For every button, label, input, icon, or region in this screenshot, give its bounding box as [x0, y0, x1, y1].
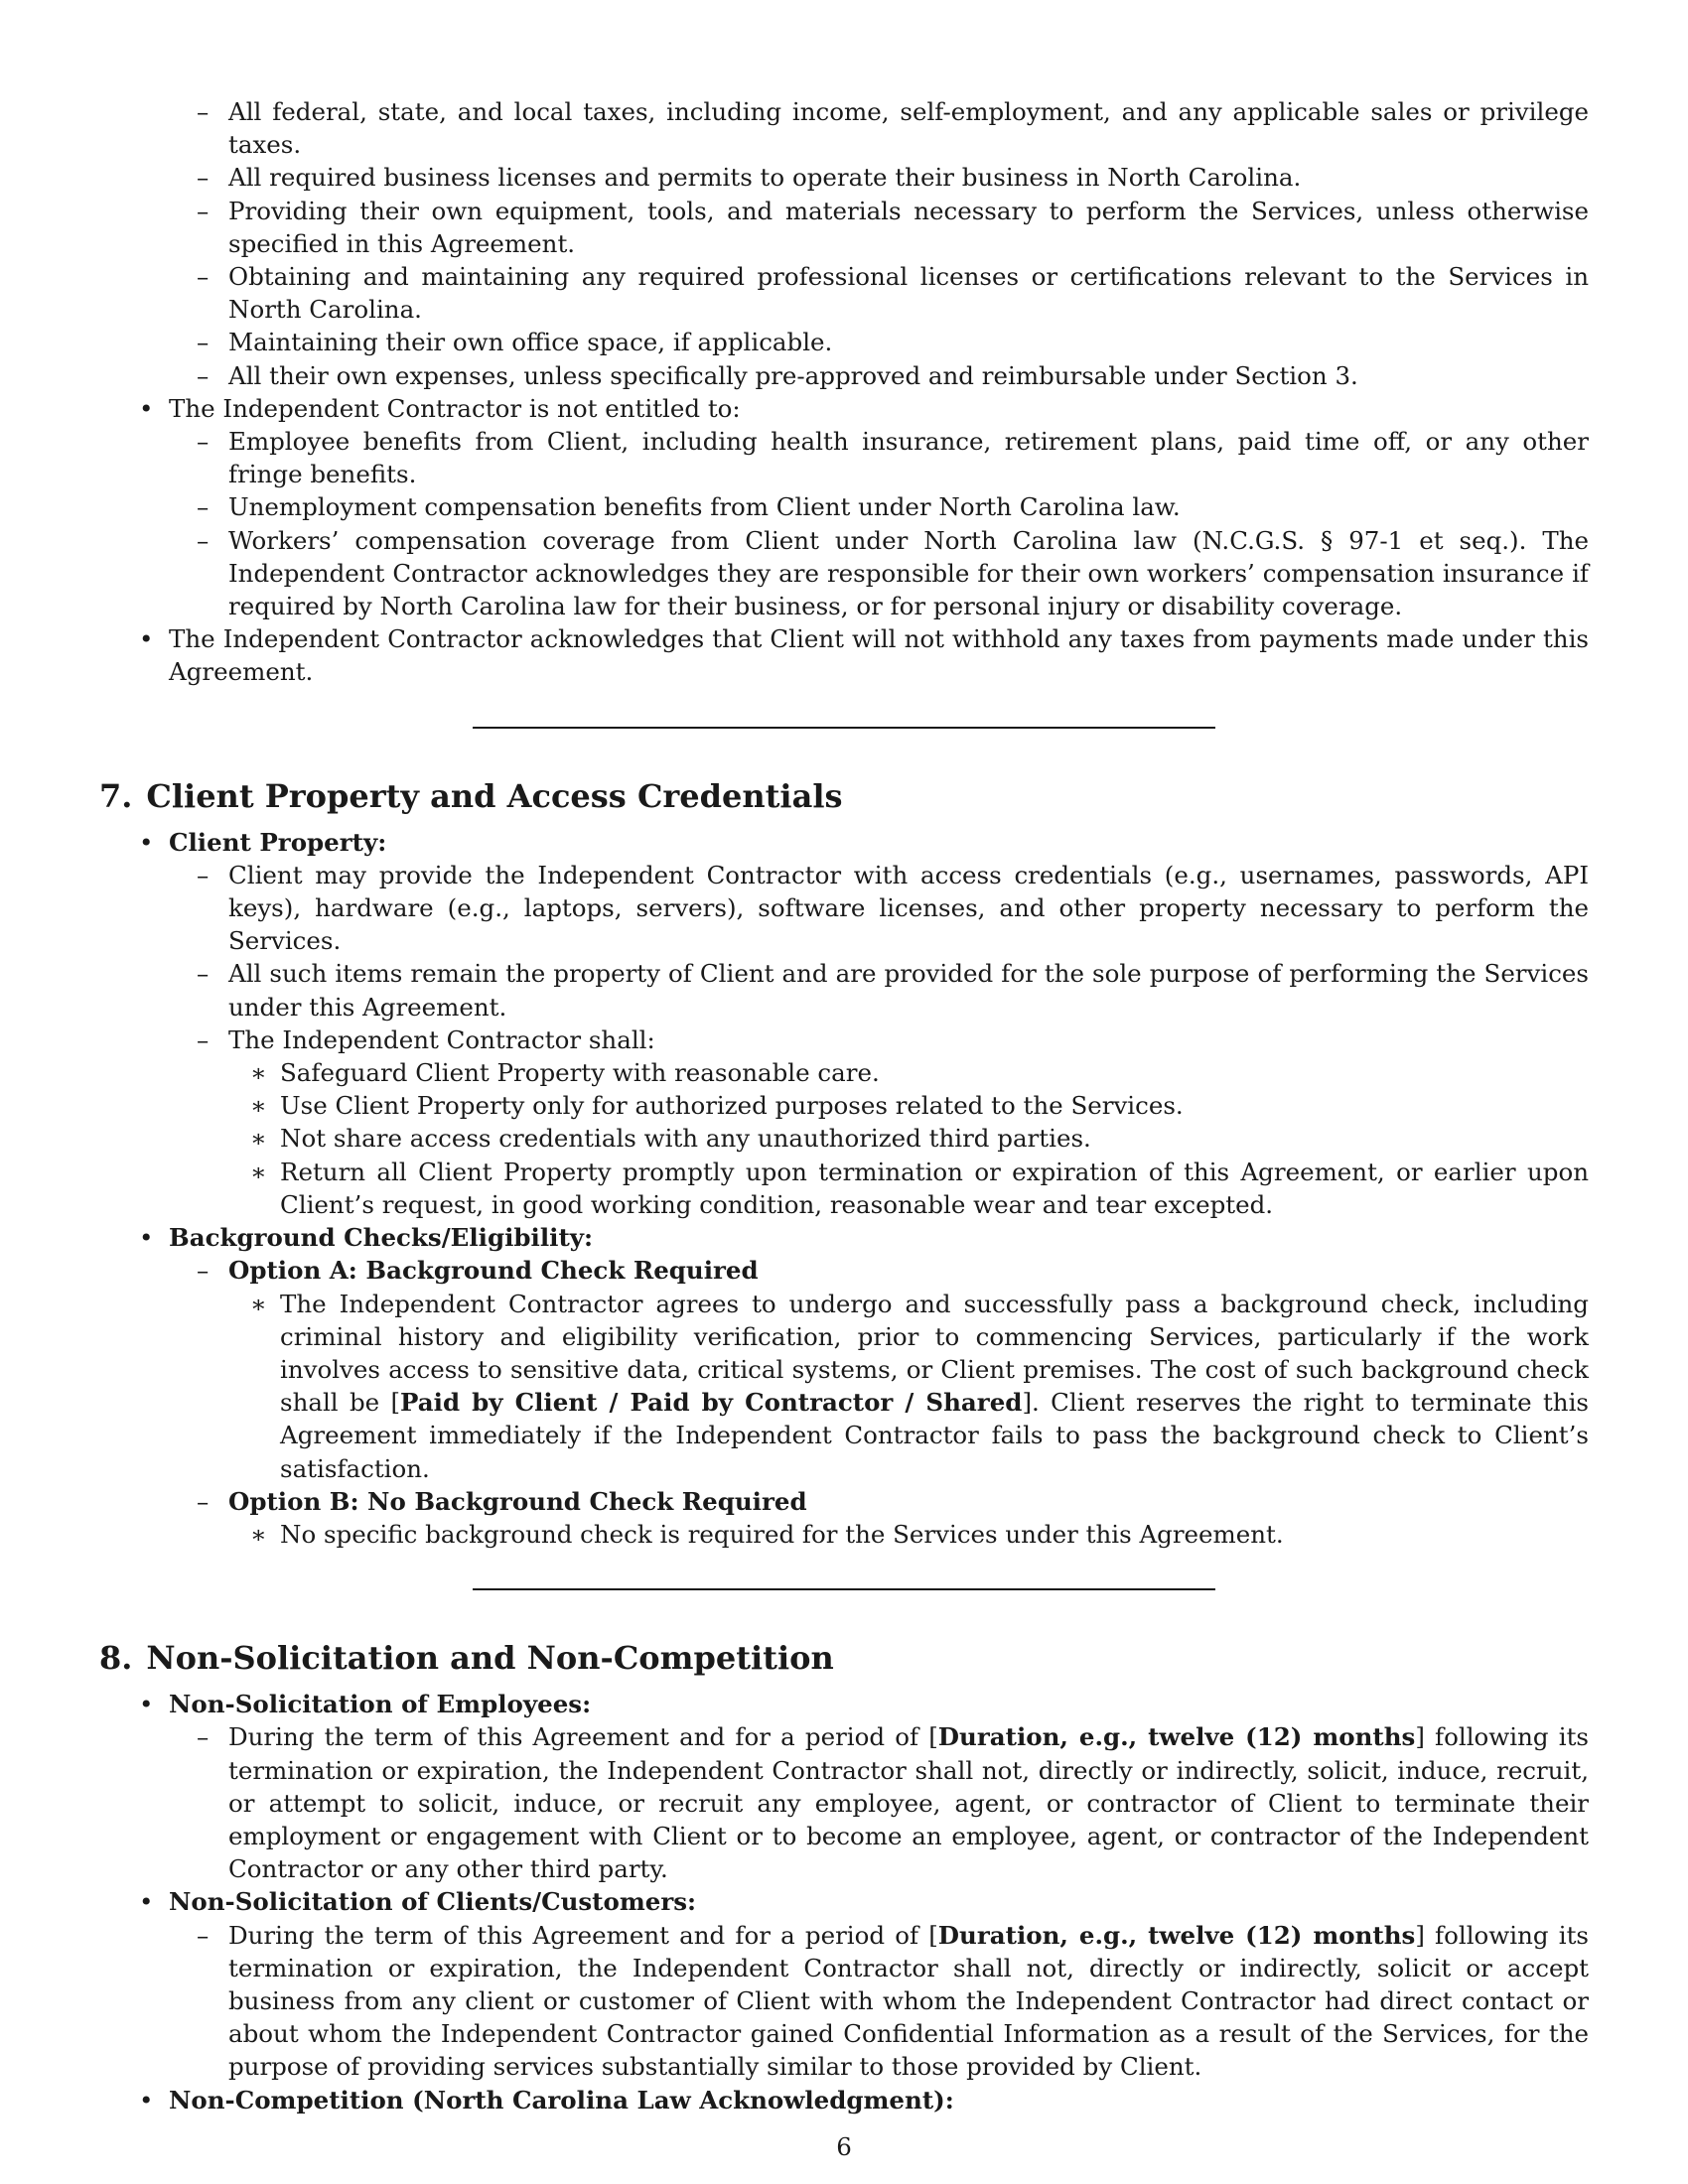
not-entitled-text: The Independent Contractor is not entitled to:: [169, 393, 741, 423]
option-a-sublist: [228, 1288, 1589, 1485]
list-item: [169, 2084, 1589, 2116]
list-item: – Maintaining their own office space, if applicable.: [228, 326, 1589, 358]
list-item: – Client may provide the Independent Contractor with access credentials (e.g., usernames, passwords, API keys), hardware (e.g., laptops, servers), software licenses, and other property necessary to perform the Services.: [228, 859, 1589, 958]
entitlements-list: [99, 392, 1589, 689]
non-competition-label: Non-Competition (North Carolina Law Acknowledgment):: [169, 2085, 954, 2115]
section-title: Non-Solicitation and Non-Competition: [146, 1639, 834, 1678]
list-item: ∗ No specific background check is required for the Services under this Agreement.: [280, 1518, 1589, 1551]
clients-sublist: [169, 1919, 1589, 2084]
client-property-label: Client Property:: [169, 827, 387, 857]
option-b-label: Option B: No Background Check Required: [228, 1486, 807, 1516]
option-a-text: The Independent Contractor agrees to undergo and successfully pass a background check, including criminal history and eligibility verification, prior to commencing Services, particularly if the work involves access to sensitive data, critical systems, or Client premises. The cost of such background check shall be [: [280, 1289, 1589, 1418]
list-item: – Obtaining and maintaining any required professional licenses or certifications relevant to the Services in North Carolina.: [228, 260, 1589, 326]
list-item: [169, 1885, 1589, 2083]
shall-sublist: [228, 1056, 1589, 1221]
section-8-heading: [99, 1638, 1589, 1678]
client-property-sublist: [169, 859, 1589, 1221]
option-b-sublist: [228, 1518, 1589, 1551]
option-a-text-cont: ]. Client reserves the right to terminate this Agreement immediately if the Independent Contractor fails to pass the background check to Client’s satisfaction.: [280, 1388, 1589, 1483]
list-item: [228, 1485, 1589, 1551]
section-number: 7.: [99, 776, 133, 815]
list-item: [169, 826, 1589, 1221]
list-item: [228, 1919, 1589, 2084]
clause-text-cont: ] following its termination or expiration, the Independent Contractor shall not, directly or indirectly, solicit, induce, recruit, or attempt to solicit, induce, or recruit any employee, agent, or contractor of Client to terminate their employment or engagement with Client or to become an employee, agent, or contractor of the Independent Contractor or any other third party.: [228, 1722, 1589, 1884]
section-8-list: [99, 1688, 1589, 2116]
background-options-list: [169, 1254, 1589, 1551]
background-checks-label: Background Checks/Eligibility:: [169, 1223, 594, 1253]
list-item: [169, 392, 1589, 622]
page-number: 6: [836, 2132, 852, 2161]
list-item: – Employee benefits from Client, including health insurance, retirement plans, paid time off, or any other fringe benefits.: [228, 425, 1589, 490]
responsibilities-list: [99, 95, 1589, 392]
shall-text: The Independent Contractor shall:: [228, 1024, 655, 1054]
list-item: – All federal, state, and local taxes, including income, self-employment, and any applicable sales or privilege taxes.: [228, 95, 1589, 161]
non-solicitation-clients-label: Non-Solicitation of Clients/Customers:: [169, 1887, 697, 1917]
document-page: [99, 95, 1589, 2116]
not-entitled-sublist: [169, 425, 1589, 622]
list-item: – All required business licenses and permits to operate their business in North Carolina.: [228, 161, 1589, 194]
clause-text-cont: ] following its termination or expiration, the Independent Contractor shall not, directly or indirectly, solicit or accept business from any client or customer of Client with whom the Independent Contractor had direct contact or about whom the Independent Contractor gained Confidential Information as a result of the Services, for the purpose of providing services substantially similar to those provided by Client.: [228, 1920, 1589, 2082]
list-item: – Workers’ compensation coverage from Client under North Carolina law (N.C.G.S. § 97-1 et seq.). The Independent Contractor acknowledges they are responsible for their own workers’ compensation insurance if required by North Carolina law for their business, or for personal injury or disability coverage.: [228, 524, 1589, 623]
section-number: 8.: [99, 1639, 133, 1678]
duration-placeholder: Duration, e.g., twelve (12) months: [937, 1920, 1416, 1950]
list-item: [228, 1024, 1589, 1221]
list-item: ∗ Return all Client Property promptly upon termination or expiration of this Agreement, or earlier upon Client’s request, in good working condition, reasonable wear and tear excepted.: [280, 1156, 1589, 1221]
list-item: [228, 1254, 1589, 1484]
list-item: ∗ Safeguard Client Property with reasonable care.: [280, 1056, 1589, 1089]
section-7-heading: [99, 776, 1589, 816]
option-a-cost-placeholder: Paid by Client / Paid by Contractor / Shared: [400, 1388, 1023, 1418]
list-item: – Unemployment compensation benefits from Client under North Carolina law.: [228, 490, 1589, 523]
section-7-list: [99, 826, 1589, 1551]
list-item: • The Independent Contractor acknowledges that Client will not withhold any taxes from payments made under this Agreement.: [169, 622, 1589, 688]
list-item: – Providing their own equipment, tools, and materials necessary to perform the Services, unless otherwise specified in this Agreement.: [228, 195, 1589, 260]
clause-text: During the term of this Agreement and for a period of [: [228, 1722, 938, 1752]
list-item: ∗ Use Client Property only for authorized purposes related to the Services.: [280, 1089, 1589, 1122]
section-title: Client Property and Access Credentials: [146, 776, 843, 815]
list-item: [228, 1720, 1589, 1885]
clause-text: During the term of this Agreement and for a period of [: [228, 1920, 938, 1950]
list-item: ∗ Not share access credentials with any unauthorized third parties.: [280, 1122, 1589, 1155]
list-item: [280, 1288, 1589, 1485]
list-item: [169, 1688, 1589, 1885]
option-a-label: Option A: Background Check Required: [228, 1256, 759, 1286]
employees-sublist: [169, 1720, 1589, 1885]
list-item: [169, 1221, 1589, 1551]
section-divider: [473, 1588, 1215, 1590]
section-divider: [473, 727, 1215, 729]
non-solicitation-employees-label: Non-Solicitation of Employees:: [169, 1690, 592, 1719]
list-item: – All their own expenses, unless specifically pre-approved and reimbursable under Section 3.: [228, 359, 1589, 392]
duration-placeholder: Duration, e.g., twelve (12) months: [937, 1722, 1416, 1752]
list-item: – All such items remain the property of Client and are provided for the sole purpose of performing the Services under this Agreement.: [228, 957, 1589, 1023]
